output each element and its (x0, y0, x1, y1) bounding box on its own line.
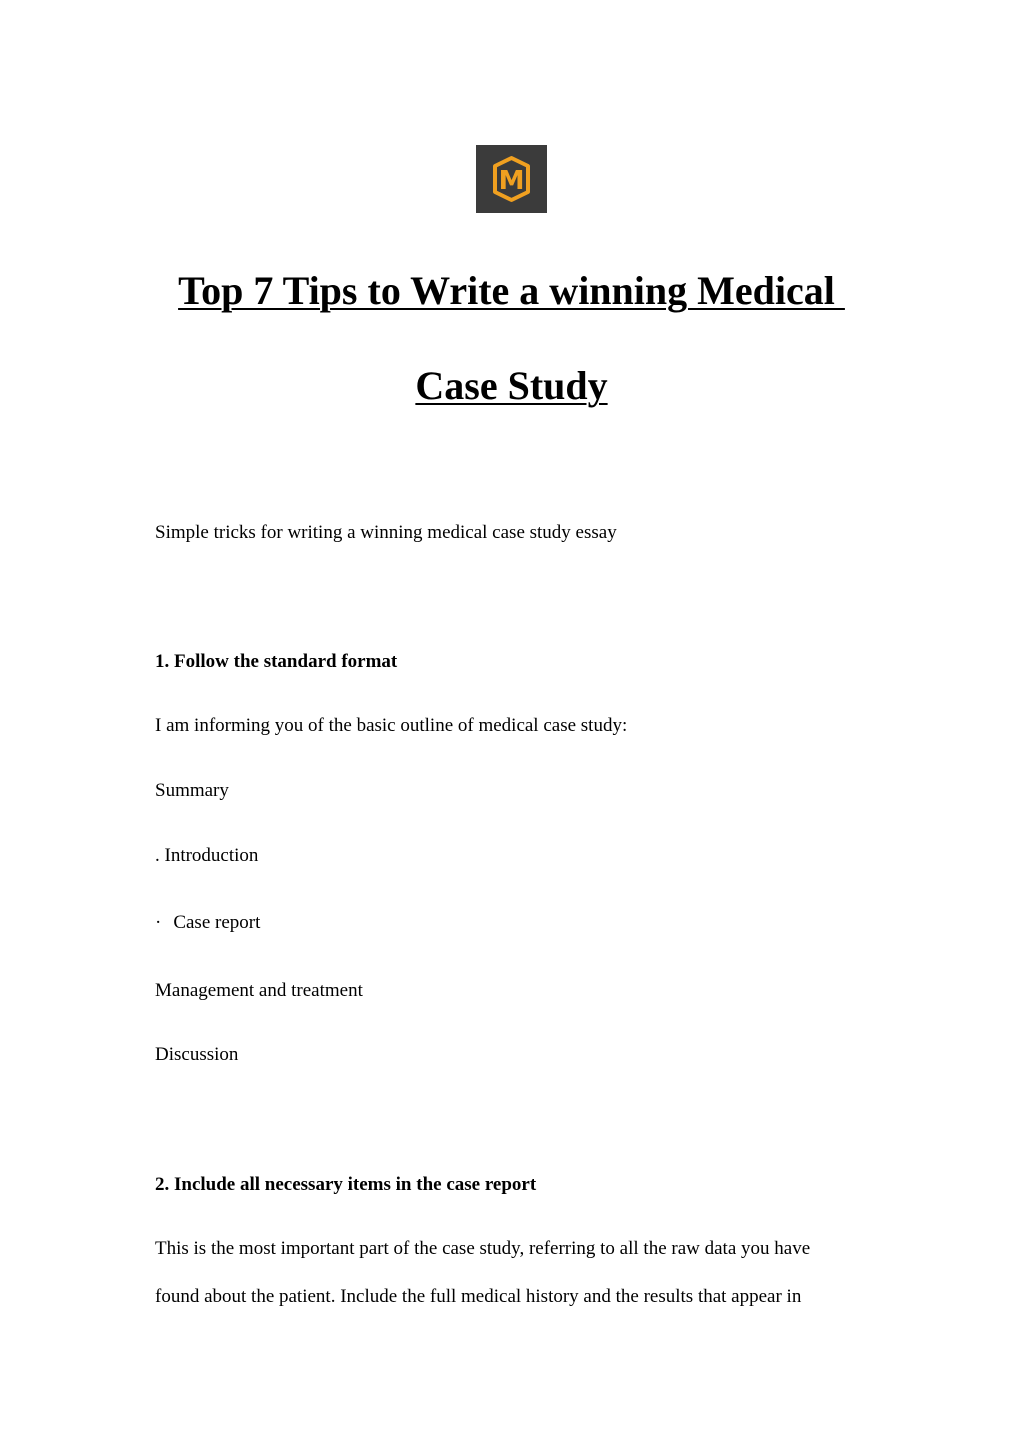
list-item (155, 911, 260, 935)
list-item-text: Management and treatment (155, 980, 363, 1001)
list-item (155, 1043, 238, 1067)
page-title-line-2: Case Study (415, 363, 608, 408)
list-item (155, 844, 258, 868)
list-item-text: Introduction (164, 845, 259, 866)
list-item (155, 979, 363, 1003)
section-2-paragraph-line: found about the patient. Include the full medical history and the results that appear in (155, 1286, 802, 1307)
list-item-marker: . (155, 845, 165, 866)
section-1-intro: I am informing you of the basic outline of medical case study: (155, 715, 628, 736)
list-item-marker: · (155, 912, 162, 933)
list-item-text: Discussion (155, 1044, 239, 1065)
section-1-heading: 1. Follow the standard format (155, 651, 398, 672)
list-item (155, 779, 229, 803)
list-item-text: Case report (173, 912, 261, 933)
section-2-heading: 2. Include all necessary items in the case report (155, 1174, 537, 1195)
m-hexagon-logo-icon (476, 145, 547, 213)
section-2-paragraph-line: This is the most important part of the case study, referring to all the raw data you have (155, 1238, 811, 1259)
list-item-text: Summary (155, 780, 229, 801)
logo (476, 145, 547, 213)
subtitle: Simple tricks for writing a winning medical case study essay (155, 522, 617, 543)
logo-letter: M (498, 166, 525, 196)
page-title-line-1: Top 7 Tips to Write a winning Medical (178, 268, 845, 313)
